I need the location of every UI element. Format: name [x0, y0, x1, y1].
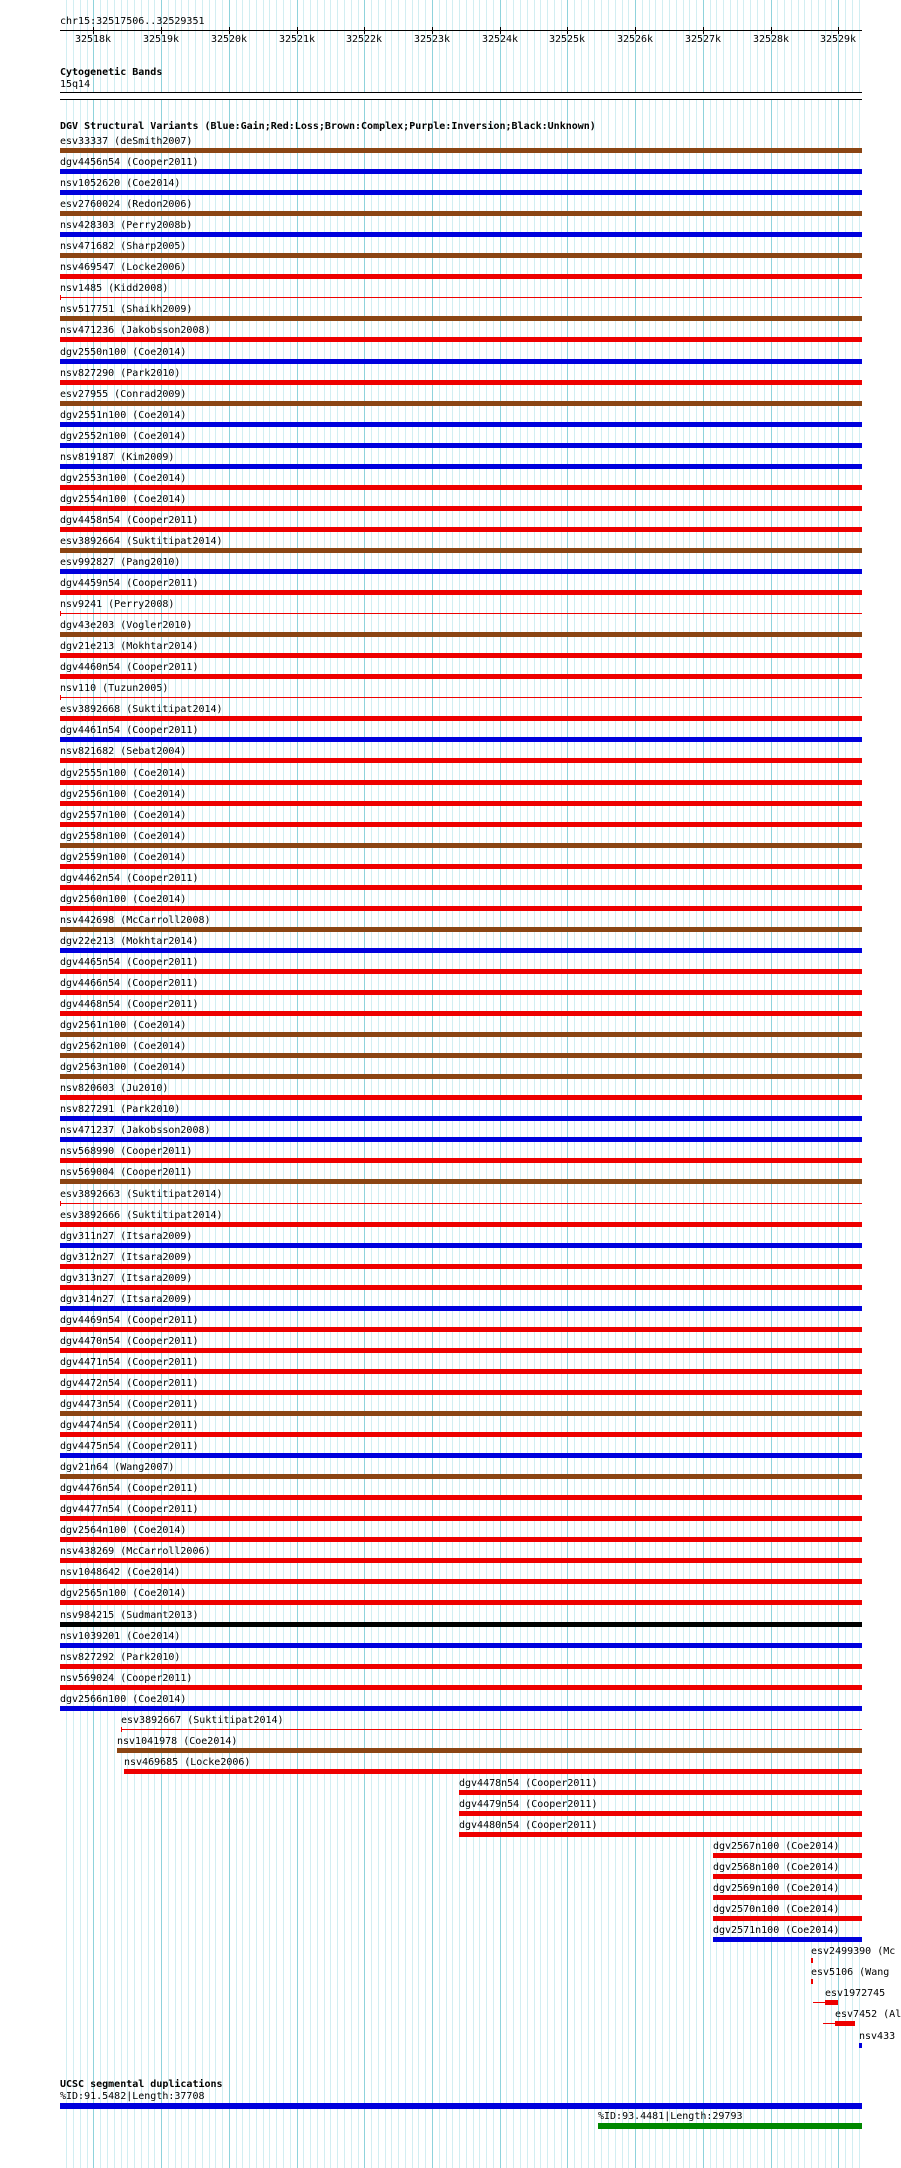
dgv-feature-bar[interactable]: [60, 801, 862, 806]
cytoband-track-title: Cytogenetic Bands: [60, 67, 163, 78]
dgv-feature-label[interactable]: dgv313n27 (Itsara2009): [60, 1273, 193, 1284]
dgv-feature-bar[interactable]: [60, 1179, 862, 1184]
dgv-feature-label[interactable]: nsv471682 (Sharp2005): [60, 241, 187, 252]
dgv-feature-bar[interactable]: [60, 1032, 862, 1037]
dgv-feature-bar[interactable]: [60, 1203, 862, 1204]
dgv-feature-bar[interactable]: [60, 1537, 862, 1542]
dgv-feature-bar[interactable]: [60, 613, 862, 614]
dgv-feature-label[interactable]: esv3892667 (Suktitipat2014): [121, 1715, 284, 1726]
dgv-feature-label[interactable]: esv3892663 (Suktitipat2014): [60, 1189, 223, 1200]
ruler-tick-label: 32528k: [752, 34, 790, 45]
dgv-feature-bar[interactable]: [60, 1516, 862, 1521]
ruler-tick-label: 32521k: [278, 34, 316, 45]
ruler-tick-label: 32526k: [616, 34, 654, 45]
dgv-feature-label[interactable]: dgv2571n100 (Coe2014): [713, 1925, 840, 1936]
dgv-feature-bar[interactable]: [60, 948, 862, 953]
dgv-feature-bar[interactable]: [60, 148, 862, 153]
dgv-feature-bar[interactable]: [60, 232, 862, 237]
dgv-feature-label[interactable]: nsv442698 (McCarroll2008): [60, 915, 211, 926]
dgv-feature-label[interactable]: dgv2564n100 (Coe2014): [60, 1525, 187, 1536]
dgv-feature-label[interactable]: nsv1048642 (Coe2014): [60, 1567, 181, 1578]
dgv-feature-bar[interactable]: [121, 1729, 862, 1730]
ruler-tick-label: 32518k: [74, 34, 112, 45]
dgv-feature-bar[interactable]: [713, 1937, 862, 1942]
dgv-feature-label[interactable]: dgv21e213 (Mokhtar2014): [60, 641, 199, 652]
dgv-feature-label[interactable]: dgv2569n100 (Coe2014): [713, 1883, 840, 1894]
dgv-feature-bar[interactable]: [713, 1874, 862, 1879]
ruler-tick: [161, 27, 162, 34]
dgv-feature-bar[interactable]: [60, 274, 862, 279]
dgv-feature-label[interactable]: dgv2560n100 (Coe2014): [60, 894, 187, 905]
dgv-feature-bar[interactable]: [60, 1348, 862, 1353]
dgv-feature-label[interactable]: dgv2555n100 (Coe2014): [60, 768, 187, 779]
dgv-feature-bar[interactable]: [859, 2043, 862, 2048]
dgv-feature-bar[interactable]: [124, 1769, 862, 1774]
ruler-tick-label: 32520k: [210, 34, 248, 45]
ruler-tick-label: 32519k: [142, 34, 180, 45]
ruler-axis: [60, 30, 862, 31]
dgv-feature-bar[interactable]: [60, 1011, 862, 1016]
dgv-feature-bar[interactable]: [60, 253, 862, 258]
dgv-feature-bar[interactable]: [60, 1643, 862, 1648]
dgv-feature-label[interactable]: esv3892666 (Suktitipat2014): [60, 1210, 223, 1221]
dgv-feature-label[interactable]: nsv428303 (Perry2008b): [60, 220, 193, 231]
dgv-feature-label[interactable]: esv3892668 (Suktitipat2014): [60, 704, 223, 715]
dgv-feature-bar[interactable]: [60, 864, 862, 869]
dgv-feature-label[interactable]: dgv4471n54 (Cooper2011): [60, 1357, 199, 1368]
dgv-feature-label[interactable]: nsv471236 (Jakobsson2008): [60, 325, 211, 336]
dgv-feature-bar[interactable]: [60, 758, 862, 763]
dgv-feature-bar[interactable]: [60, 1622, 862, 1627]
dgv-feature-label[interactable]: dgv4460n54 (Cooper2011): [60, 662, 199, 673]
dgv-feature-label[interactable]: nsv821682 (Sebat2004): [60, 746, 187, 757]
ruler-tick-label: 32523k: [413, 34, 451, 45]
dgv-feature-bar[interactable]: [459, 1790, 862, 1795]
dgv-feature-bar[interactable]: [60, 1327, 862, 1332]
segdup-track-title: UCSC segmental duplications: [60, 2079, 223, 2090]
dgv-feature-bar[interactable]: [60, 1306, 862, 1311]
dgv-track-title: DGV Structural Variants (Blue:Gain;Red:Loss;Brown:Complex;Purple:Inversion;Black:Unknown): [60, 121, 596, 132]
ruler-tick: [364, 27, 365, 34]
dgv-feature-bar[interactable]: [60, 1222, 862, 1227]
dgv-feature-label[interactable]: dgv2550n100 (Coe2014): [60, 347, 187, 358]
cytoband-label: 15q14: [60, 79, 91, 90]
dgv-feature-bar[interactable]: [60, 1558, 862, 1563]
dgv-feature-cap: [60, 695, 61, 700]
dgv-feature-label[interactable]: nsv569024 (Cooper2011): [60, 1673, 193, 1684]
dgv-feature-label[interactable]: dgv2554n100 (Coe2014): [60, 494, 187, 505]
dgv-feature-bar[interactable]: [60, 401, 862, 406]
ruler-tick-label: 32525k: [548, 34, 586, 45]
dgv-feature-label[interactable]: nsv827291 (Park2010): [60, 1104, 181, 1115]
dgv-feature-bar[interactable]: [811, 1979, 813, 1984]
dgv-feature-bar[interactable]: [459, 1832, 862, 1837]
dgv-feature-bar[interactable]: [60, 1453, 862, 1458]
ruler-tick: [297, 27, 298, 34]
dgv-feature-label[interactable]: nsv1041978 (Coe2014): [117, 1736, 238, 1747]
dgv-feature-bar[interactable]: [60, 548, 862, 553]
segdup-label[interactable]: %ID:93.4481|Length:29793: [598, 2111, 743, 2122]
ruler-tick: [500, 27, 501, 34]
dgv-feature-label[interactable]: esv5106 (Wang: [811, 1967, 890, 1978]
dgv-feature-bar[interactable]: [60, 674, 862, 679]
dgv-feature-label[interactable]: esv3892664 (Suktitipat2014): [60, 536, 223, 547]
dgv-feature-label[interactable]: dgv2566n100 (Coe2014): [60, 1694, 187, 1705]
dgv-feature-label[interactable]: nsv827290 (Park2010): [60, 368, 181, 379]
dgv-feature-bar[interactable]: [811, 1958, 813, 1963]
ruler-tick: [635, 27, 636, 34]
dgv-feature-bar[interactable]: [60, 527, 862, 532]
dgv-feature-bar[interactable]: [60, 1390, 862, 1395]
dgv-feature-label[interactable]: nsv1485 (Kidd2008): [60, 283, 169, 294]
ruler-tick: [93, 27, 94, 34]
dgv-feature-bar[interactable]: [60, 1074, 862, 1079]
dgv-feature-label[interactable]: esv27955 (Conrad2009): [60, 389, 187, 400]
dgv-feature-label[interactable]: nsv438269 (McCarroll2006): [60, 1546, 211, 1557]
dgv-feature-label[interactable]: nsv568990 (Cooper2011): [60, 1146, 193, 1157]
dgv-feature-label[interactable]: dgv2553n100 (Coe2014): [60, 473, 187, 484]
dgv-feature-label[interactable]: nsv110 (Tuzun2005): [60, 683, 169, 694]
dgv-feature-label[interactable]: dgv21n64 (Wang2007): [60, 1462, 175, 1473]
dgv-feature-label[interactable]: dgv4459n54 (Cooper2011): [60, 578, 199, 589]
dgv-feature-bar[interactable]: [60, 906, 862, 911]
dgv-feature-label[interactable]: dgv2561n100 (Coe2014): [60, 1020, 187, 1031]
dgv-feature-cap: [60, 1201, 61, 1206]
dgv-feature-label[interactable]: dgv4461n54 (Cooper2011): [60, 725, 199, 736]
dgv-feature-label[interactable]: dgv2552n100 (Coe2014): [60, 431, 187, 442]
segdup-bar[interactable]: [598, 2123, 862, 2129]
dgv-feature-label[interactable]: dgv4473n54 (Cooper2011): [60, 1399, 199, 1410]
dgv-feature-label[interactable]: nsv517751 (Shaikh2009): [60, 304, 193, 315]
dgv-feature-label[interactable]: nsv984215 (Sudmant2013): [60, 1610, 199, 1621]
cytoband-bar[interactable]: [60, 92, 862, 100]
dgv-feature-bar[interactable]: [835, 2021, 855, 2026]
dgv-feature-label[interactable]: esv2760024 (Redon2006): [60, 199, 193, 210]
dgv-feature-bar[interactable]: [60, 211, 862, 216]
dgv-feature-label[interactable]: dgv314n27 (Itsara2009): [60, 1294, 193, 1305]
dgv-feature-bar[interactable]: [117, 1748, 862, 1753]
dgv-feature-label[interactable]: dgv312n27 (Itsara2009): [60, 1252, 193, 1263]
dgv-feature-label[interactable]: dgv4469n54 (Cooper2011): [60, 1315, 199, 1326]
dgv-feature-bar[interactable]: [60, 1474, 862, 1479]
ruler-tick-label: 32527k: [684, 34, 722, 45]
dgv-feature-label[interactable]: dgv43e203 (Vogler2010): [60, 620, 193, 631]
ruler-tick-label: 32524k: [481, 34, 519, 45]
dgv-feature-label[interactable]: dgv2557n100 (Coe2014): [60, 810, 187, 821]
dgv-feature-bar[interactable]: [60, 1369, 862, 1374]
dgv-feature-label[interactable]: dgv2570n100 (Coe2014): [713, 1904, 840, 1915]
dgv-feature-bar[interactable]: [60, 1579, 862, 1584]
dgv-feature-bar[interactable]: [60, 990, 862, 995]
ruler-tick-label: 32529k: [819, 34, 857, 45]
dgv-feature-label[interactable]: esv1972745: [825, 1988, 886, 1999]
segdup-bar[interactable]: [60, 2103, 862, 2109]
dgv-feature-bar[interactable]: [60, 316, 862, 321]
dgv-feature-bar[interactable]: [60, 464, 862, 469]
dgv-feature-bar[interactable]: [60, 297, 862, 298]
dgv-feature-label[interactable]: nsv471237 (Jakobsson2008): [60, 1125, 211, 1136]
dgv-feature-bar[interactable]: [60, 780, 862, 785]
dgv-feature-label[interactable]: dgv2558n100 (Coe2014): [60, 831, 187, 842]
dgv-feature-label[interactable]: nsv469685 (Locke2006): [124, 1757, 251, 1768]
dgv-feature-label[interactable]: dgv4475n54 (Cooper2011): [60, 1441, 199, 1452]
dgv-feature-bar[interactable]: [60, 1664, 862, 1669]
dgv-feature-bar[interactable]: [60, 485, 862, 490]
dgv-feature-bar[interactable]: [60, 697, 862, 698]
dgv-feature-bar[interactable]: [60, 422, 862, 427]
dgv-feature-label[interactable]: dgv4479n54 (Cooper2011): [459, 1799, 598, 1810]
dgv-feature-label[interactable]: dgv4462n54 (Cooper2011): [60, 873, 199, 884]
dgv-feature-cap: [60, 611, 61, 616]
dgv-feature-bar[interactable]: [60, 822, 862, 827]
dgv-feature-bar[interactable]: [60, 506, 862, 511]
dgv-feature-bar[interactable]: [60, 1495, 862, 1500]
dgv-feature-bar[interactable]: [60, 169, 862, 174]
dgv-feature-bar[interactable]: [60, 443, 862, 448]
dgv-feature-bar[interactable]: [60, 337, 862, 342]
dgv-feature-bar[interactable]: [60, 359, 862, 364]
dgv-feature-bar[interactable]: [60, 380, 862, 385]
ruler-tick: [771, 27, 772, 34]
dgv-feature-label[interactable]: dgv311n27 (Itsara2009): [60, 1231, 193, 1242]
dgv-feature-bar[interactable]: [60, 843, 862, 848]
dgv-feature-label[interactable]: dgv4458n54 (Cooper2011): [60, 515, 199, 526]
ruler-tick: [229, 27, 230, 34]
dgv-feature-label[interactable]: nsv819187 (Kim2009): [60, 452, 175, 463]
dgv-feature-label[interactable]: dgv2567n100 (Coe2014): [713, 1841, 840, 1852]
dgv-feature-label[interactable]: dgv4474n54 (Cooper2011): [60, 1420, 199, 1431]
dgv-feature-label[interactable]: esv33337 (deSmith2007): [60, 136, 193, 147]
dgv-feature-bar[interactable]: [60, 569, 862, 574]
dgv-feature-label[interactable]: dgv4465n54 (Cooper2011): [60, 957, 199, 968]
dgv-feature-bar[interactable]: [60, 1264, 862, 1269]
ruler-tick: [432, 27, 433, 34]
dgv-feature-bar[interactable]: [60, 1137, 862, 1142]
dgv-feature-whisker: [813, 2002, 825, 2003]
ruler-tick: [703, 27, 704, 34]
dgv-feature-bar[interactable]: [60, 737, 862, 742]
dgv-feature-label[interactable]: nsv827292 (Park2010): [60, 1652, 181, 1663]
dgv-feature-bar[interactable]: [60, 1243, 862, 1248]
dgv-feature-bar[interactable]: [60, 1116, 862, 1121]
dgv-feature-cap: [60, 295, 61, 300]
dgv-feature-label[interactable]: dgv2563n100 (Coe2014): [60, 1062, 187, 1073]
dgv-feature-bar[interactable]: [60, 1600, 862, 1605]
dgv-feature-label[interactable]: nsv433: [859, 2031, 896, 2042]
dgv-feature-bar[interactable]: [60, 653, 862, 658]
dgv-feature-label[interactable]: esv2499390 (Mc: [811, 1946, 896, 1957]
dgv-feature-label[interactable]: dgv2562n100 (Coe2014): [60, 1041, 187, 1052]
dgv-feature-label[interactable]: dgv2565n100 (Coe2014): [60, 1588, 187, 1599]
dgv-feature-label[interactable]: dgv2556n100 (Coe2014): [60, 789, 187, 800]
dgv-feature-bar[interactable]: [713, 1853, 862, 1858]
dgv-feature-whisker: [823, 2023, 835, 2024]
dgv-feature-label[interactable]: nsv569004 (Cooper2011): [60, 1167, 193, 1178]
dgv-feature-bar[interactable]: [60, 1411, 862, 1416]
dgv-feature-label[interactable]: dgv4470n54 (Cooper2011): [60, 1336, 199, 1347]
dgv-feature-label[interactable]: dgv2559n100 (Coe2014): [60, 852, 187, 863]
dgv-feature-bar[interactable]: [60, 885, 862, 890]
dgv-feature-label[interactable]: dgv4466n54 (Cooper2011): [60, 978, 199, 989]
dgv-feature-label[interactable]: dgv4480n54 (Cooper2011): [459, 1820, 598, 1831]
dgv-feature-label[interactable]: esv7452 (Al: [835, 2009, 901, 2020]
dgv-feature-bar[interactable]: [713, 1916, 862, 1921]
dgv-feature-label[interactable]: nsv820603 (Ju2010): [60, 1083, 169, 1094]
dgv-feature-bar[interactable]: [60, 1432, 862, 1437]
dgv-feature-label[interactable]: nsv1039201 (Coe2014): [60, 1631, 181, 1642]
dgv-feature-label[interactable]: esv992827 (Pang2010): [60, 557, 181, 568]
dgv-feature-bar[interactable]: [60, 1095, 862, 1100]
dgv-feature-label[interactable]: dgv4468n54 (Cooper2011): [60, 999, 199, 1010]
ruler-tick: [838, 27, 839, 34]
dgv-feature-bar[interactable]: [60, 1685, 862, 1690]
dgv-feature-label[interactable]: dgv22e213 (Mokhtar2014): [60, 936, 199, 947]
dgv-feature-bar[interactable]: [825, 2000, 838, 2005]
dgv-feature-bar[interactable]: [60, 632, 862, 637]
position-label: chr15:32517506..32529351: [60, 16, 205, 27]
ruler-tick: [567, 27, 568, 34]
dgv-feature-bar[interactable]: [60, 1285, 862, 1290]
dgv-feature-bar[interactable]: [60, 590, 862, 595]
dgv-feature-label[interactable]: dgv2551n100 (Coe2014): [60, 410, 187, 421]
dgv-feature-label[interactable]: dgv4476n54 (Cooper2011): [60, 1483, 199, 1494]
dgv-feature-bar[interactable]: [60, 1053, 862, 1058]
dgv-feature-label[interactable]: dgv4477n54 (Cooper2011): [60, 1504, 199, 1515]
dgv-feature-label[interactable]: nsv9241 (Perry2008): [60, 599, 175, 610]
dgv-feature-bar[interactable]: [713, 1895, 862, 1900]
dgv-feature-label[interactable]: nsv1052620 (Coe2014): [60, 178, 181, 189]
dgv-feature-bar[interactable]: [60, 969, 862, 974]
dgv-feature-bar[interactable]: [60, 716, 862, 721]
ruler-tick-label: 32522k: [345, 34, 383, 45]
dgv-feature-bar[interactable]: [60, 1158, 862, 1163]
dgv-feature-label[interactable]: nsv469547 (Locke2006): [60, 262, 187, 273]
segdup-label[interactable]: %ID:91.5482|Length:37708: [60, 2091, 205, 2102]
dgv-feature-bar[interactable]: [60, 1706, 862, 1711]
dgv-feature-label[interactable]: dgv4456n54 (Cooper2011): [60, 157, 199, 168]
dgv-feature-label[interactable]: dgv4472n54 (Cooper2011): [60, 1378, 199, 1389]
dgv-feature-cap: [121, 1727, 122, 1732]
dgv-feature-label[interactable]: dgv2568n100 (Coe2014): [713, 1862, 840, 1873]
dgv-feature-bar[interactable]: [60, 190, 862, 195]
dgv-feature-label[interactable]: dgv4478n54 (Cooper2011): [459, 1778, 598, 1789]
dgv-feature-bar[interactable]: [60, 927, 862, 932]
dgv-feature-bar[interactable]: [459, 1811, 862, 1816]
